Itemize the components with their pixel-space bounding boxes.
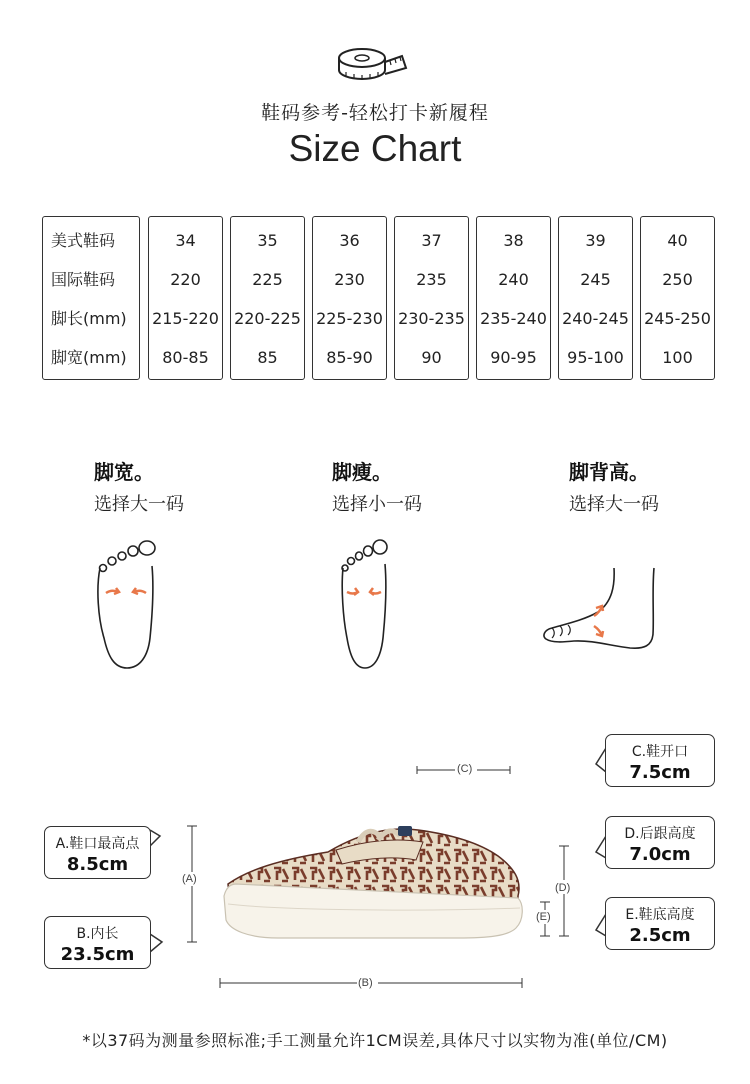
row-label-width: 脚宽(mm) — [51, 348, 127, 367]
intl-size: 225 — [252, 270, 283, 289]
tip-high-instep-desc: 选择大一码 — [569, 494, 659, 515]
foot-width: 90 — [421, 348, 442, 367]
intl-size: 235 — [416, 270, 447, 289]
measure-d-value: 7.0cm — [629, 844, 691, 865]
tip-slim-desc: 选择小一码 — [332, 494, 422, 515]
us-size: 34 — [175, 231, 196, 250]
measure-b-value: 23.5cm — [60, 944, 135, 965]
foot-length: 220-225 — [234, 309, 301, 328]
foot-width: 95-100 — [567, 348, 624, 367]
foot-length: 245-250 — [644, 309, 711, 328]
intl-size: 250 — [662, 270, 693, 289]
measure-d-label: D.后跟高度 — [624, 826, 696, 842]
us-size: 40 — [667, 231, 688, 250]
dim-label-d: (D) — [555, 882, 571, 894]
tip-wide-desc: 选择大一码 — [94, 494, 184, 515]
intl-size: 240 — [498, 270, 529, 289]
dim-label-c: (C) — [457, 763, 473, 775]
measure-e-value: 2.5cm — [629, 925, 691, 946]
chart-title: Size Chart — [288, 128, 462, 169]
measure-b-box — [44, 916, 151, 969]
measure-c-value: 7.5cm — [629, 762, 691, 783]
measure-a-value: 8.5cm — [66, 854, 129, 875]
foot-width: 85 — [257, 348, 278, 367]
measure-e-label: E.鞋底高度 — [625, 907, 695, 923]
foot-length: 235-240 — [480, 309, 547, 328]
us-size: 39 — [585, 231, 606, 250]
measure-e-box — [605, 897, 715, 950]
dim-label-b: (B) — [358, 977, 373, 989]
dim-label-e: (E) — [536, 911, 551, 923]
footnote: *以37码为测量参照标准;手工测量允许1CM误差,具体尺寸以实物为准(单位/CM) — [82, 1031, 668, 1050]
chart-subtitle: 鞋码参考-轻松打卡新履程 — [261, 102, 489, 124]
row-label-intl: 国际鞋码 — [51, 270, 116, 289]
intl-size: 245 — [580, 270, 611, 289]
us-size: 37 — [421, 231, 442, 250]
dim-label-a: (A) — [182, 873, 197, 885]
foot-length: 240-245 — [562, 309, 629, 328]
measure-d-box — [605, 816, 715, 869]
us-size: 38 — [503, 231, 524, 250]
tip-slim-title: 脚瘦。 — [332, 460, 392, 484]
us-size: 36 — [339, 231, 360, 250]
measure-b-label: B.内长 — [76, 926, 119, 942]
foot-length: 225-230 — [316, 309, 383, 328]
us-size: 35 — [257, 231, 278, 250]
measure-c-label: C.鞋开口 — [631, 744, 689, 760]
measure-a-label: A.鞋口最高点 — [55, 836, 140, 852]
foot-width: 90-95 — [490, 348, 537, 367]
tip-wide-title: 脚宽。 — [94, 460, 154, 484]
foot-length: 215-220 — [152, 309, 219, 328]
tip-high-instep-title: 脚背高。 — [569, 460, 649, 484]
foot-length: 230-235 — [398, 309, 465, 328]
intl-size: 220 — [170, 270, 201, 289]
foot-width: 100 — [662, 348, 693, 367]
measure-a-box — [44, 826, 151, 879]
intl-size: 230 — [334, 270, 365, 289]
row-label-us: 美式鞋码 — [51, 231, 116, 250]
measure-c-box — [605, 734, 715, 787]
foot-width: 85-90 — [326, 348, 373, 367]
row-label-length: 脚长(mm) — [51, 309, 127, 328]
foot-width: 80-85 — [162, 348, 209, 367]
